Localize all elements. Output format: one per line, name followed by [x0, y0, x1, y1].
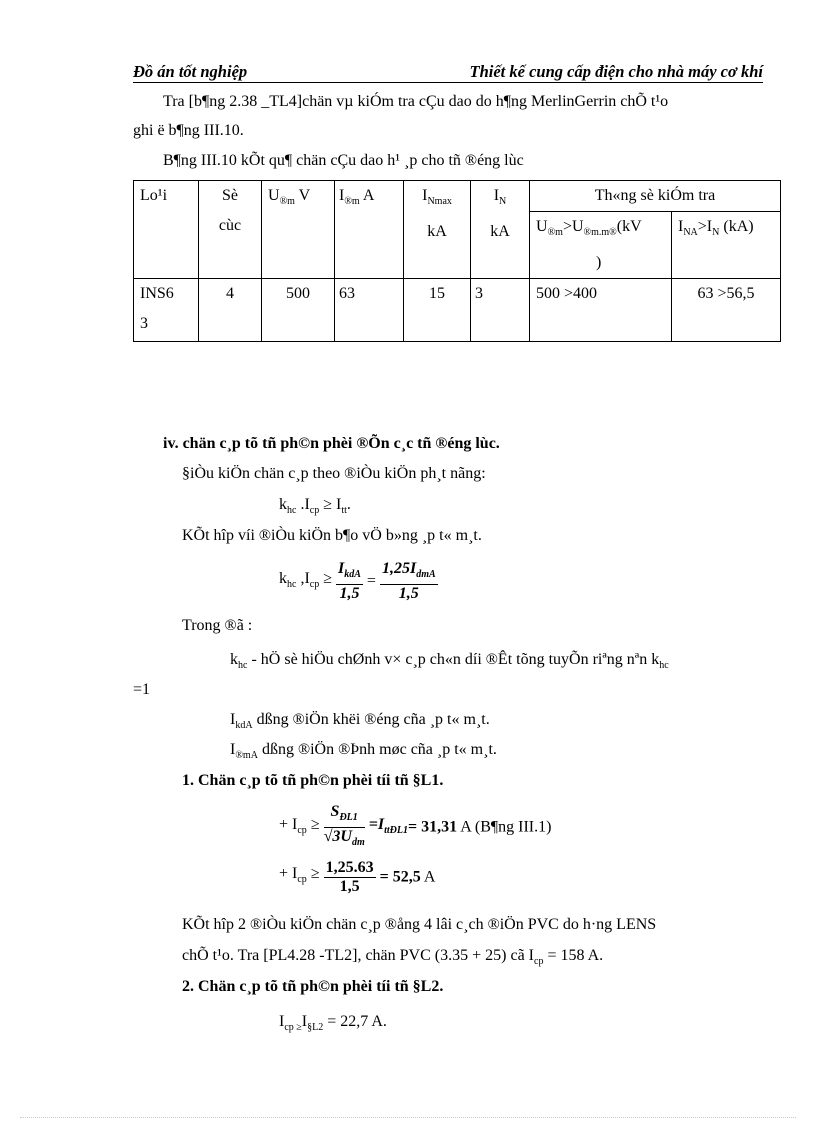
intro-line-2: ghi ë b¶ng III.10. [133, 122, 244, 139]
subsection-1-title: 1. Chän c¸p tõ tñ ph©n phèi tíi tñ §L1. [182, 772, 444, 789]
header-i-dm: $I_{®m}$ A [335, 181, 404, 279]
section-title: iv. chän c¸p tõ tñ ph©n phèi ®Õn c¸c tñ ®éng lùc. [163, 435, 500, 452]
definition-khc-value: =1 [133, 681, 151, 698]
condition-breaker: KÕt hîp víi ®iÒu kiÖn b¶o vÖ b»ng ¸p t« m¸t. [182, 527, 482, 544]
definition-ikda: $I_{kdA}$ dßng ®iÖn khëi ®éng cña ¸p t« m¸t. [230, 711, 490, 732]
page-header [133, 60, 763, 83]
subsection-1-equation-1: + $I_{cp}$ ≥ $\frac{S_{ĐL1}}{√3U_{dm}}$ $=I_{ttĐL1}= 31,31$ A (B¶ng III.1) [279, 803, 552, 849]
subsection-2-equation: $I_{cp \ge}I_{\S L2} = 22,7$ A. [279, 1013, 387, 1034]
header-check-u: $U_{®m}>U_{®m.m®}(kV$ ) [530, 212, 672, 279]
cell-check-i: 63 >56,5 [672, 279, 781, 342]
header-so-cuc: Sè cùc [199, 181, 262, 279]
cell-in: 3 [471, 279, 530, 342]
cell-i: 63 [335, 279, 404, 342]
subsection-1-equation-2: + $I_{cp}$ ≥ $\frac{1,25.63}{1,5}$ = 52,5 A [279, 859, 436, 895]
equation-1: $k_{hc}$ $.I_{cp} \ge I_{tt}$. [279, 496, 351, 517]
cell-u: 500 [262, 279, 335, 342]
header-check: Th«ng sè kiÓm tra [530, 181, 781, 212]
table-row [134, 279, 781, 342]
cell-loai: INS6 3 [134, 279, 199, 342]
condition-heating: §iÒu kiÖn chän c¸p theo ®iÒu kiÖn ph¸t nãng: [182, 465, 486, 482]
header-check-i: $I_{NA}>I_N$ (kA) [672, 212, 781, 279]
paragraph-cable-line-2: chÕ t¹o. Tra [PL4.28 -TL2], chän PVC (3.35 + 25) cã $I_{cp} = 158$ A. [182, 947, 604, 968]
header-i-n: $I_N$ kA [471, 181, 530, 279]
intro-line-1: Tra [b¶ng 2.38 _TL4]chän vµ kiÓm tra cÇu dao do h¶ng MerlinGerrin chÕ t¹o [163, 93, 669, 110]
header-i-nmax: $I_{Nmax}$ kA [404, 181, 471, 279]
cell-inmax: 15 [404, 279, 471, 342]
header-right-title: Thiết kế cung cấp điện cho nhà máy cơ khí [469, 62, 763, 81]
trong-do-label: Trong ®ã : [182, 617, 253, 634]
subsection-2-title: 2. Chän c¸p tõ tñ ph©n phèi tíi tñ §L2. [182, 978, 444, 995]
paragraph-cable-line-1: KÕt hîp 2 ®iÒu kiÖn chän c¸p ®ång 4 lâi c¸ch ®iÖn PVC do h·ng LENS [182, 916, 657, 933]
equation-2: $k_{hc}$ $,I_{cp}$ ≥ $\frac{I_{kdA}}{1,5}$ = $\frac{1,25I_{dmA}}{1,5}$ [279, 560, 436, 603]
cell-so-cuc: 4 [199, 279, 262, 342]
table-header-row [134, 181, 781, 212]
header-left-title: Đồ án tốt nghiệp [133, 62, 248, 81]
breaker-table [133, 180, 781, 342]
header-u-dm: $U_{®m}$ V [262, 181, 335, 279]
definition-idma: $I_{®mA}$ dßng ®iÖn ®Þnh møc cña ¸p t« m¸t. [230, 741, 497, 762]
definition-khc: $k_{hc}$ - hÖ sè hiÖu chØnh v× c¸p ch«n díi ®Êt tõng tuyÕn riªng nªn $k_{hc}$ [230, 651, 669, 672]
cell-check-u: 500 >400 [530, 279, 672, 342]
header-loai: Lo¹i [134, 181, 199, 279]
table-caption: B¶ng III.10 kÕt qu¶ chän cÇu dao h¹ ¸p cho tñ ®éng lùc [163, 152, 524, 169]
page-bottom-divider [20, 1117, 796, 1118]
